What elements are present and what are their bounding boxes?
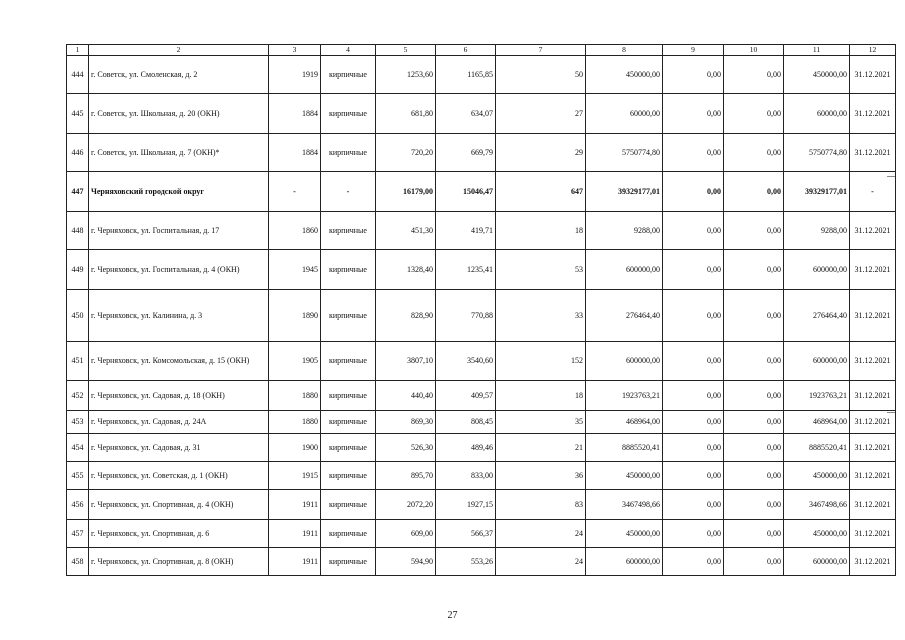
table-row xyxy=(67,134,896,172)
material-cell: кирпичные xyxy=(321,342,376,381)
value-cell: 600000,00 xyxy=(586,342,663,381)
value-cell: 15046,47 xyxy=(436,172,496,212)
row-number: 452 xyxy=(67,381,89,411)
date-cell: 31.12.2021 xyxy=(850,490,896,520)
value-cell: 450000,00 xyxy=(784,462,850,490)
date-cell: 31.12.2021 xyxy=(850,520,896,548)
value-cell: 669,79 xyxy=(436,134,496,172)
address-cell: г. Черняховск, ул. Госпитальная, д. 4 (ОКН) xyxy=(89,250,269,290)
value-cell: 0,00 xyxy=(724,56,784,94)
year-cell: - xyxy=(269,172,321,212)
value-cell: 83 xyxy=(496,490,586,520)
date-cell: 31.12.2021 xyxy=(850,134,896,172)
year-cell: 1890 xyxy=(269,290,321,342)
value-cell: 489,46 xyxy=(436,434,496,462)
address-cell: г. Советск, ул. Смоленская, д. 2 xyxy=(89,56,269,94)
address-cell: г. Советск, ул. Школьная, д. 7 (ОКН)* xyxy=(89,134,269,172)
value-cell: 0,00 xyxy=(724,250,784,290)
value-cell: 18 xyxy=(496,381,586,411)
header-cell: 5 xyxy=(376,45,436,56)
value-cell: 0,00 xyxy=(724,490,784,520)
row-number: 451 xyxy=(67,342,89,381)
date-cell: 31.12.2021 xyxy=(850,381,896,411)
value-cell: 1253,60 xyxy=(376,56,436,94)
value-cell: 450000,00 xyxy=(586,462,663,490)
date-cell: 31.12.2021 xyxy=(850,548,896,576)
value-cell: 526,30 xyxy=(376,434,436,462)
value-cell: 634,07 xyxy=(436,94,496,134)
table-row xyxy=(67,520,896,548)
value-cell: 0,00 xyxy=(724,342,784,381)
value-cell: 29 xyxy=(496,134,586,172)
date-cell: 31.12.2021 xyxy=(850,462,896,490)
value-cell: 895,70 xyxy=(376,462,436,490)
row-number: 457 xyxy=(67,520,89,548)
value-cell: 60000,00 xyxy=(784,94,850,134)
value-cell: 8885520,41 xyxy=(586,434,663,462)
row-number: 458 xyxy=(67,548,89,576)
value-cell: 808,45 xyxy=(436,411,496,434)
value-cell: 39329177,01 xyxy=(586,172,663,212)
value-cell: 18 xyxy=(496,212,586,250)
value-cell: 450000,00 xyxy=(784,56,850,94)
value-cell: 3467498,66 xyxy=(784,490,850,520)
row-number: 449 xyxy=(67,250,89,290)
value-cell: 8885520,41 xyxy=(784,434,850,462)
material-cell: кирпичные xyxy=(321,290,376,342)
date-cell: - xyxy=(850,172,896,212)
year-cell: 1880 xyxy=(269,411,321,434)
value-cell: 419,71 xyxy=(436,212,496,250)
header-cell: 11 xyxy=(784,45,850,56)
date-cell: 31.12.2021 xyxy=(850,434,896,462)
year-cell: 1945 xyxy=(269,250,321,290)
date-cell: 31.12.2021 xyxy=(850,250,896,290)
value-cell: 600000,00 xyxy=(784,342,850,381)
value-cell: 451,30 xyxy=(376,212,436,250)
value-cell: 440,40 xyxy=(376,381,436,411)
value-cell: 0,00 xyxy=(663,250,724,290)
table-row xyxy=(67,462,896,490)
year-cell: 1919 xyxy=(269,56,321,94)
value-cell: 553,26 xyxy=(436,548,496,576)
material-cell: кирпичные xyxy=(321,411,376,434)
value-cell: 720,20 xyxy=(376,134,436,172)
value-cell: 3807,10 xyxy=(376,342,436,381)
material-cell: кирпичные xyxy=(321,434,376,462)
value-cell: 0,00 xyxy=(663,462,724,490)
district-cell: Черняховский городской округ xyxy=(89,172,269,212)
scan-mark xyxy=(887,412,895,413)
value-cell: 16179,00 xyxy=(376,172,436,212)
material-cell: кирпичные xyxy=(321,548,376,576)
header-row xyxy=(67,45,896,56)
material-cell: кирпичные xyxy=(321,520,376,548)
header-cell: 1 xyxy=(67,45,89,56)
value-cell: 60000,00 xyxy=(586,94,663,134)
value-cell: 5750774,80 xyxy=(586,134,663,172)
table-row xyxy=(67,212,896,250)
table-row xyxy=(67,250,896,290)
material-cell: кирпичные xyxy=(321,134,376,172)
header-cell: 9 xyxy=(663,45,724,56)
value-cell: 468964,00 xyxy=(586,411,663,434)
scan-mark xyxy=(887,176,895,177)
material-cell: кирпичные xyxy=(321,462,376,490)
row-number: 447 xyxy=(67,172,89,212)
material-cell: кирпичные xyxy=(321,212,376,250)
address-cell: г. Советск, ул. Школьная, д. 20 (ОКН) xyxy=(89,94,269,134)
value-cell: 21 xyxy=(496,434,586,462)
value-cell: 35 xyxy=(496,411,586,434)
value-cell: 600000,00 xyxy=(784,548,850,576)
value-cell: 0,00 xyxy=(724,381,784,411)
material-cell: кирпичные xyxy=(321,56,376,94)
value-cell: 0,00 xyxy=(663,134,724,172)
table-row xyxy=(67,56,896,94)
row-number: 446 xyxy=(67,134,89,172)
header-cell: 3 xyxy=(269,45,321,56)
table-row xyxy=(67,434,896,462)
address-cell: г. Черняховск, ул. Садовая, д. 31 xyxy=(89,434,269,462)
value-cell: 0,00 xyxy=(663,381,724,411)
value-cell: 24 xyxy=(496,520,586,548)
value-cell: 0,00 xyxy=(724,520,784,548)
value-cell: 0,00 xyxy=(724,290,784,342)
value-cell: 450000,00 xyxy=(784,520,850,548)
value-cell: 152 xyxy=(496,342,586,381)
address-cell: г. Черняховск, ул. Спортивная, д. 4 (ОКН) xyxy=(89,490,269,520)
value-cell: 450000,00 xyxy=(586,56,663,94)
value-cell: 1235,41 xyxy=(436,250,496,290)
value-cell: 1328,40 xyxy=(376,250,436,290)
row-number: 455 xyxy=(67,462,89,490)
year-cell: 1905 xyxy=(269,342,321,381)
year-cell: 1915 xyxy=(269,462,321,490)
value-cell: 2072,20 xyxy=(376,490,436,520)
value-cell: 0,00 xyxy=(663,548,724,576)
header-cell: 10 xyxy=(724,45,784,56)
table-row xyxy=(67,411,896,434)
value-cell: 468964,00 xyxy=(784,411,850,434)
year-cell: 1884 xyxy=(269,94,321,134)
header-cell: 7 xyxy=(496,45,586,56)
year-cell: 1911 xyxy=(269,520,321,548)
table-row xyxy=(67,548,896,576)
table-row xyxy=(67,381,896,411)
address-cell: г. Черняховск, ул. Советская, д. 1 (ОКН) xyxy=(89,462,269,490)
value-cell: 0,00 xyxy=(663,94,724,134)
address-cell: г. Черняховск, ул. Госпитальная, д. 17 xyxy=(89,212,269,250)
material-cell: - xyxy=(321,172,376,212)
value-cell: 0,00 xyxy=(724,434,784,462)
address-cell: г. Черняховск, ул. Садовая, д. 24А xyxy=(89,411,269,434)
date-cell: 31.12.2021 xyxy=(850,290,896,342)
material-cell: кирпичные xyxy=(321,94,376,134)
row-number: 454 xyxy=(67,434,89,462)
page-number: 27 xyxy=(447,610,458,621)
value-cell: 0,00 xyxy=(724,462,784,490)
value-cell: 24 xyxy=(496,548,586,576)
value-cell: 33 xyxy=(496,290,586,342)
date-cell: 31.12.2021 xyxy=(850,94,896,134)
value-cell: 833,00 xyxy=(436,462,496,490)
value-cell: 1923763,21 xyxy=(784,381,850,411)
value-cell: 0,00 xyxy=(663,342,724,381)
header-cell: 12 xyxy=(850,45,896,56)
row-number: 445 xyxy=(67,94,89,134)
value-cell: 276464,40 xyxy=(784,290,850,342)
value-cell: 828,90 xyxy=(376,290,436,342)
address-cell: г. Черняховск, ул. Садовая, д. 18 (ОКН) xyxy=(89,381,269,411)
data-table xyxy=(66,44,896,576)
year-cell: 1911 xyxy=(269,490,321,520)
value-cell: 600000,00 xyxy=(586,548,663,576)
value-cell: 0,00 xyxy=(663,172,724,212)
value-cell: 27 xyxy=(496,94,586,134)
table-row xyxy=(67,290,896,342)
value-cell: 5750774,80 xyxy=(784,134,850,172)
address-cell: г. Черняховск, ул. Спортивная, д. 8 (ОКН) xyxy=(89,548,269,576)
date-cell: 31.12.2021 xyxy=(850,411,896,434)
value-cell: 0,00 xyxy=(663,490,724,520)
value-cell: 53 xyxy=(496,250,586,290)
year-cell: 1880 xyxy=(269,381,321,411)
value-cell: 609,00 xyxy=(376,520,436,548)
value-cell: 770,88 xyxy=(436,290,496,342)
value-cell: 9288,00 xyxy=(586,212,663,250)
value-cell: 647 xyxy=(496,172,586,212)
value-cell: 0,00 xyxy=(724,212,784,250)
table-row xyxy=(67,342,896,381)
address-cell: г. Черняховск, ул. Калинина, д. 3 xyxy=(89,290,269,342)
row-number: 444 xyxy=(67,56,89,94)
value-cell: 50 xyxy=(496,56,586,94)
address-cell: г. Черняховск, ул. Спортивная, д. 6 xyxy=(89,520,269,548)
value-cell: 0,00 xyxy=(724,94,784,134)
date-cell: 31.12.2021 xyxy=(850,212,896,250)
value-cell: 409,57 xyxy=(436,381,496,411)
value-cell: 0,00 xyxy=(663,434,724,462)
material-cell: кирпичные xyxy=(321,381,376,411)
row-number: 450 xyxy=(67,290,89,342)
value-cell: 0,00 xyxy=(663,290,724,342)
value-cell: 1923763,21 xyxy=(586,381,663,411)
value-cell: 450000,00 xyxy=(586,520,663,548)
value-cell: 566,37 xyxy=(436,520,496,548)
value-cell: 3540,60 xyxy=(436,342,496,381)
value-cell: 1927,15 xyxy=(436,490,496,520)
value-cell: 276464,40 xyxy=(586,290,663,342)
date-cell: 31.12.2021 xyxy=(850,342,896,381)
value-cell: 0,00 xyxy=(724,548,784,576)
value-cell: 3467498,66 xyxy=(586,490,663,520)
value-cell: 0,00 xyxy=(663,212,724,250)
subtotal-row xyxy=(67,172,896,212)
table-row xyxy=(67,490,896,520)
year-cell: 1884 xyxy=(269,134,321,172)
value-cell: 36 xyxy=(496,462,586,490)
row-number: 453 xyxy=(67,411,89,434)
header-cell: 6 xyxy=(436,45,496,56)
value-cell: 600000,00 xyxy=(784,250,850,290)
material-cell: кирпичные xyxy=(321,490,376,520)
value-cell: 0,00 xyxy=(663,56,724,94)
year-cell: 1911 xyxy=(269,548,321,576)
value-cell: 1165,85 xyxy=(436,56,496,94)
header-cell: 2 xyxy=(89,45,269,56)
date-cell: 31.12.2021 xyxy=(850,56,896,94)
value-cell: 681,80 xyxy=(376,94,436,134)
row-number: 456 xyxy=(67,490,89,520)
material-cell: кирпичные xyxy=(321,250,376,290)
year-cell: 1860 xyxy=(269,212,321,250)
header-cell: 8 xyxy=(586,45,663,56)
value-cell: 594,90 xyxy=(376,548,436,576)
value-cell: 0,00 xyxy=(724,172,784,212)
value-cell: 600000,00 xyxy=(586,250,663,290)
value-cell: 9288,00 xyxy=(784,212,850,250)
table-row xyxy=(67,94,896,134)
value-cell: 0,00 xyxy=(724,134,784,172)
year-cell: 1900 xyxy=(269,434,321,462)
value-cell: 0,00 xyxy=(663,520,724,548)
value-cell: 0,00 xyxy=(724,411,784,434)
value-cell: 39329177,01 xyxy=(784,172,850,212)
value-cell: 869,30 xyxy=(376,411,436,434)
header-cell: 4 xyxy=(321,45,376,56)
value-cell: 0,00 xyxy=(663,411,724,434)
row-number: 448 xyxy=(67,212,89,250)
address-cell: г. Черняховск, ул. Комсомольская, д. 15 (ОКН) xyxy=(89,342,269,381)
